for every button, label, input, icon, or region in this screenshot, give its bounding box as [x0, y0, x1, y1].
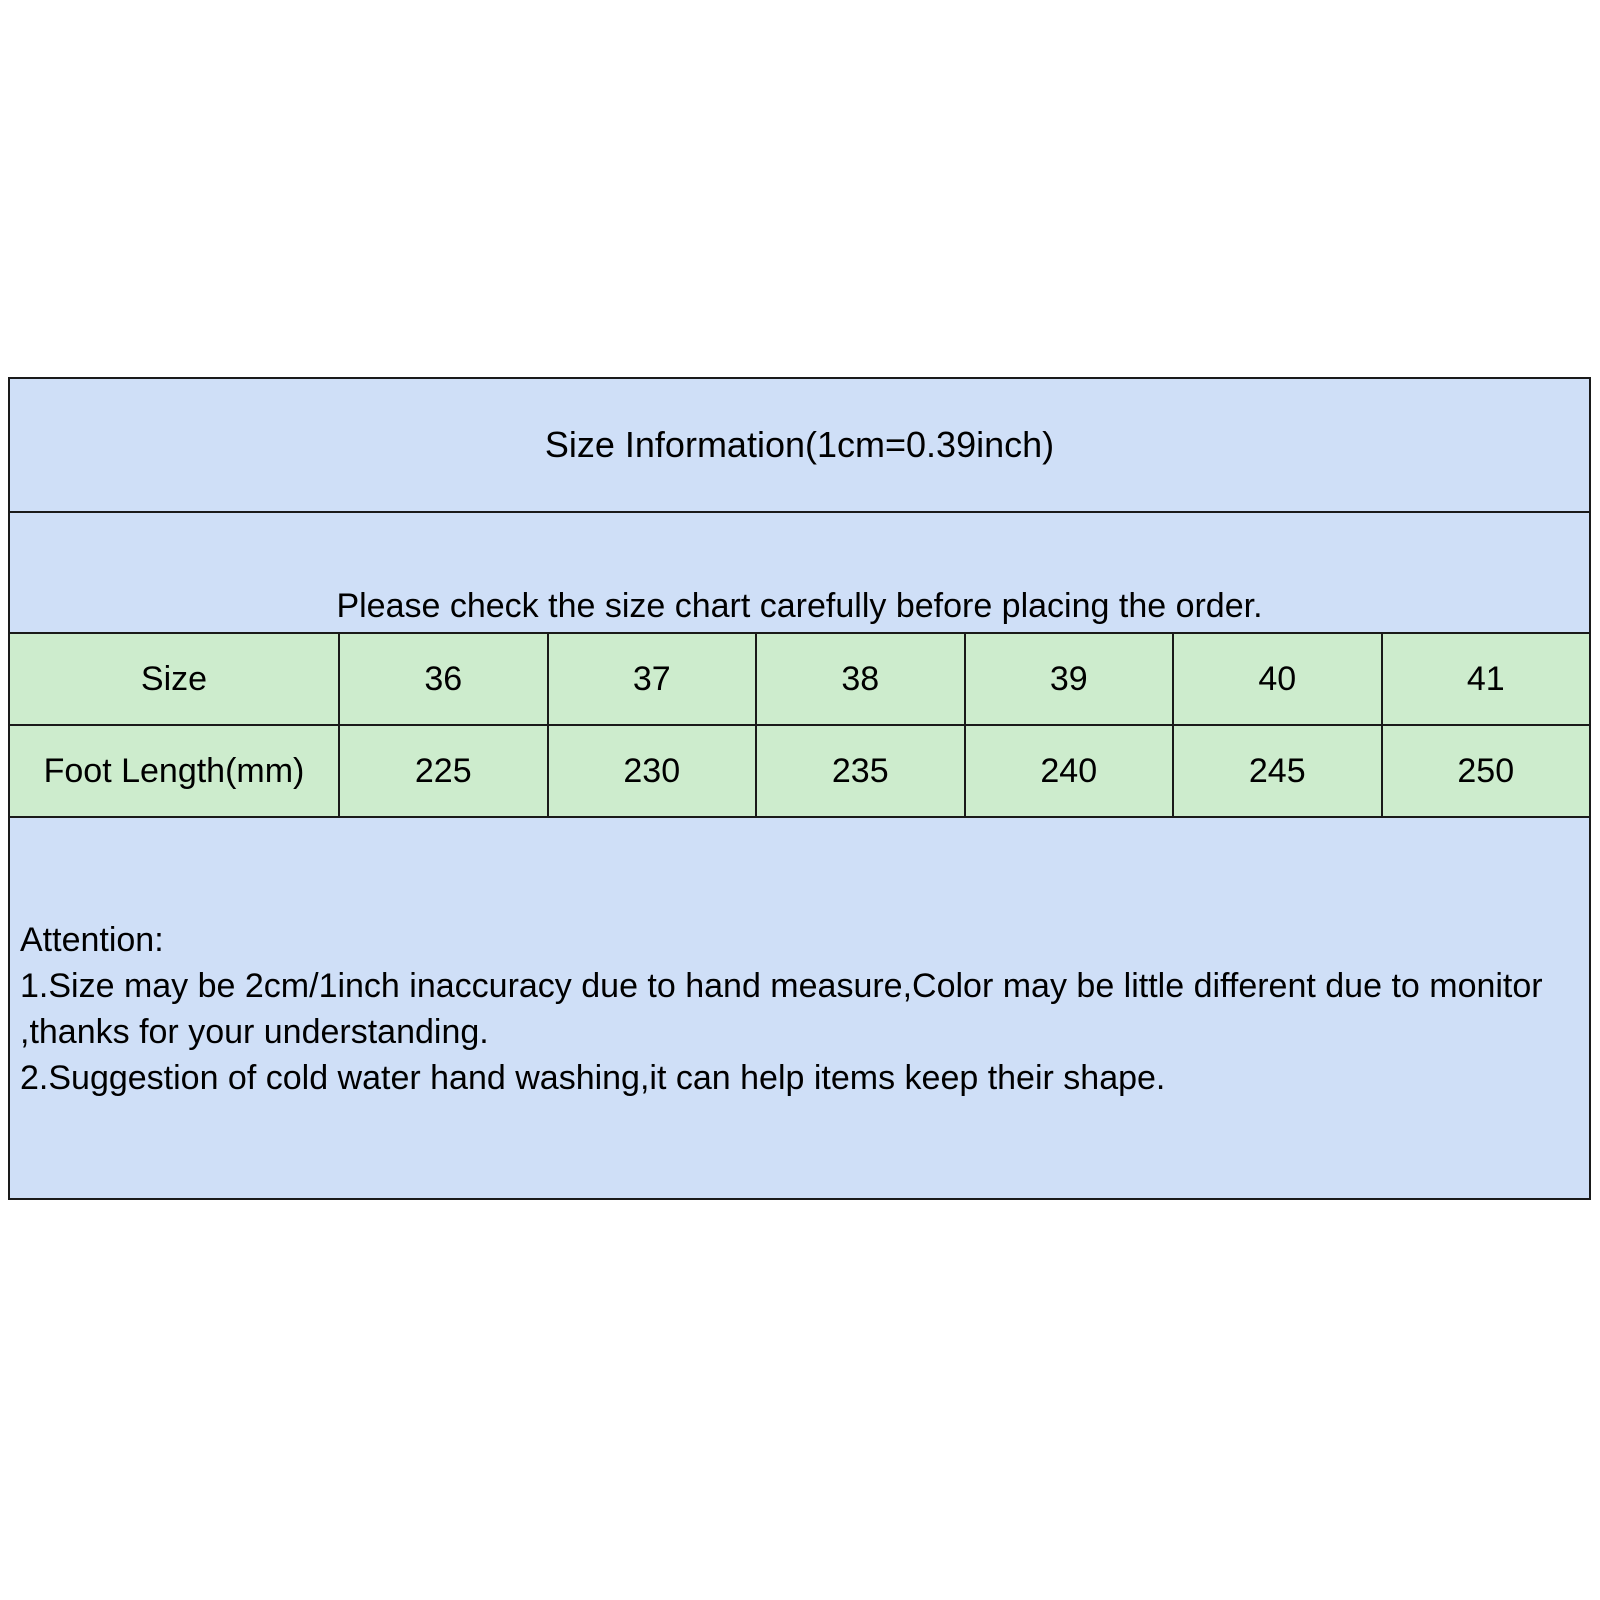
column-header-39: 39	[966, 634, 1175, 724]
cell-foot-length-37: 230	[549, 726, 758, 816]
column-header-41: 41	[1466, 659, 1505, 698]
table-row-header	[10, 634, 1589, 726]
cell-foot-length-36: 225	[340, 726, 549, 816]
column-header-size: Size	[10, 634, 340, 724]
column-header-38: 38	[757, 634, 966, 724]
note-1: 1.Size may be 2cm/1inch inaccuracy due to hand measure,Color may be little different due to monitor ,thanks for your understanding.	[20, 966, 1543, 1051]
row-label-foot-length: Foot Length(mm)	[10, 726, 340, 816]
table-row	[10, 726, 1589, 818]
column-header-40: 40	[1174, 634, 1383, 724]
note-heading: Attention:	[20, 921, 164, 959]
attention-notes	[10, 818, 1589, 1198]
size-chart-table	[8, 377, 1591, 1200]
chart-title: Size Information(1cm=0.39inch)	[10, 379, 1589, 513]
cell-foot-length-39: 240	[966, 726, 1175, 816]
column-header-36: 36	[340, 634, 549, 724]
cell-foot-length-41: 250	[1457, 751, 1515, 790]
chart-subtitle: Please check the size chart carefully before placing the order.	[10, 513, 1589, 634]
column-header-37: 37	[549, 634, 758, 724]
note-2: 2.Suggestion of cold water hand washing,it can help items keep their shape.	[20, 1058, 1166, 1097]
cell-foot-length-38: 235	[757, 726, 966, 816]
cell-foot-length-40: 245	[1174, 726, 1383, 816]
